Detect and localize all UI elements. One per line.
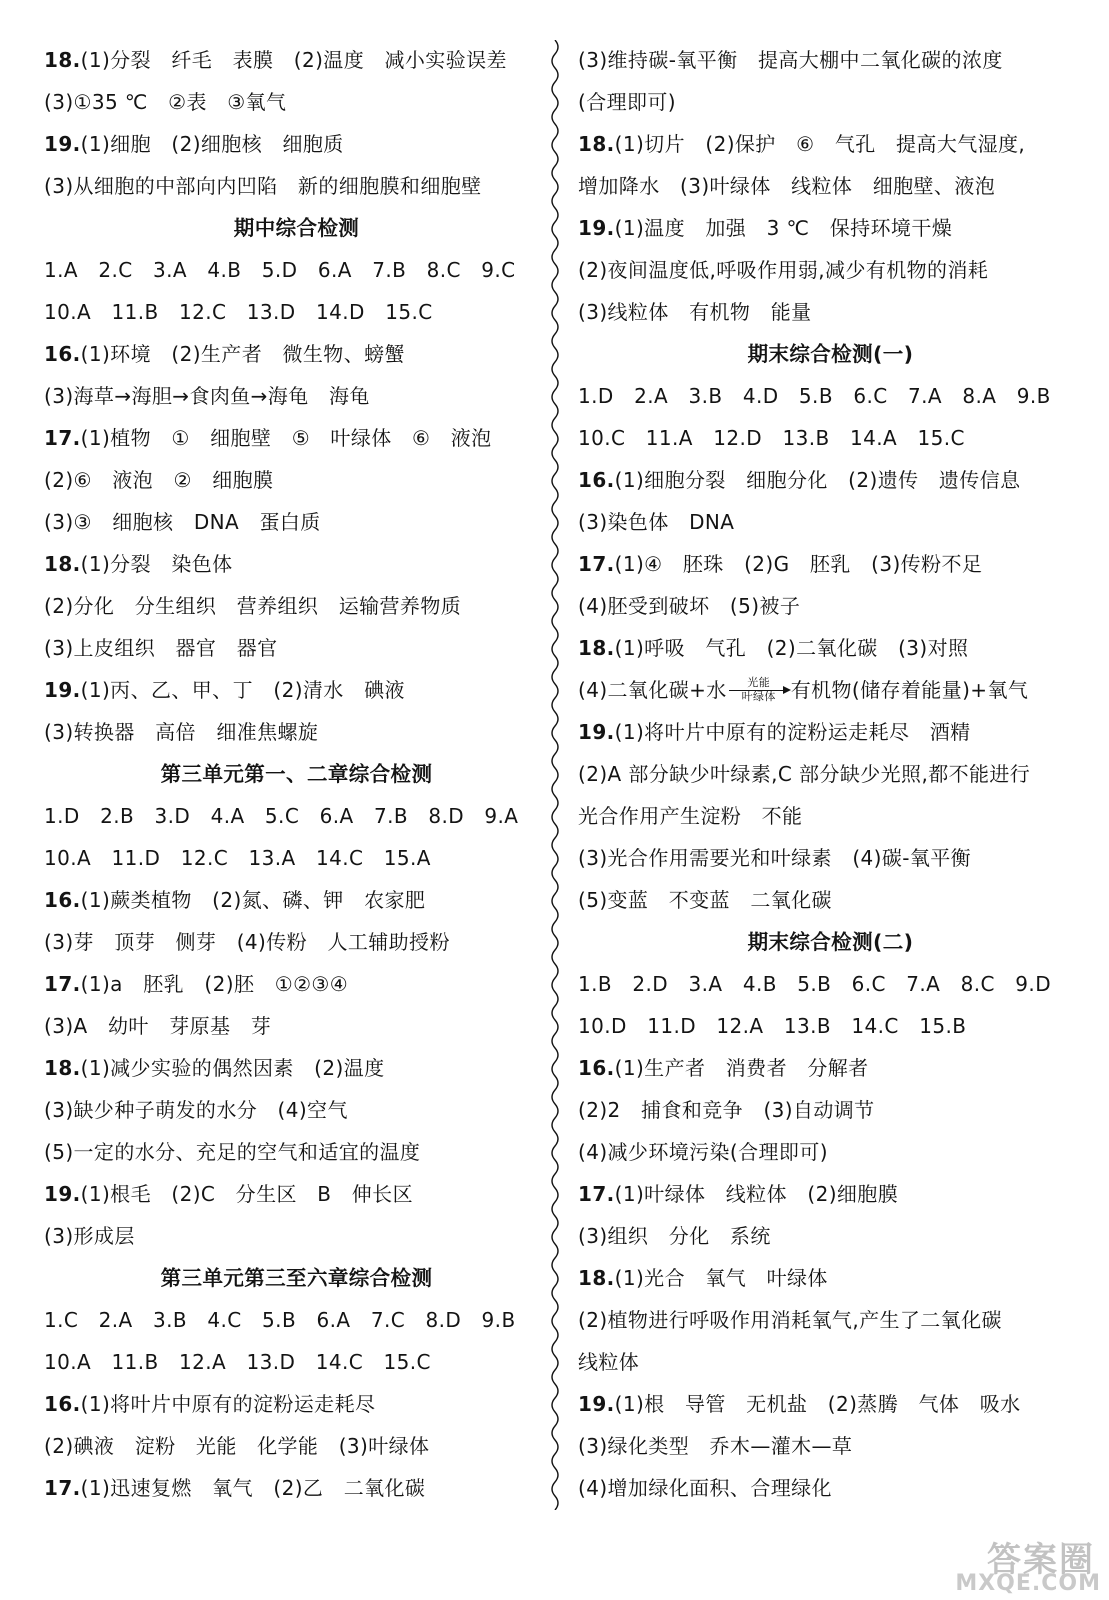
answer-line <box>44 1474 425 1502</box>
answer-line <box>578 1054 869 1082</box>
answer-text: (3)光合作用需要光和叶绿素 (4)碳-氧平衡 <box>578 846 972 870</box>
answer-line <box>578 844 971 872</box>
answer-line <box>578 1138 828 1166</box>
answer-line <box>44 1348 431 1376</box>
answer-line <box>578 466 1021 494</box>
answer-line <box>578 1432 852 1460</box>
answer-text: (1)植物 ① 细胞壁 ⑤ 叶绿体 ⑥ 液泡 <box>80 426 492 450</box>
answer-text: (1)光合 氧气 叶绿体 <box>614 1266 828 1290</box>
section-heading: 期末综合检测(一) <box>747 342 914 366</box>
answer-text: (3)缺少种子萌发的水分 (4)空气 <box>44 1098 348 1122</box>
answer-text: (1)环境 (2)生产者 微生物、螃蟹 <box>80 342 405 366</box>
answer-text: (2)植物进行呼吸作用消耗氧气,产生了二氧化碳 <box>578 1308 1002 1332</box>
answer-line <box>44 1222 135 1250</box>
equation-products: 有机物(储存着能量)+氧气 <box>790 678 1029 702</box>
answer-text: (1)减少实验的偶然因素 (2)温度 <box>80 1056 385 1080</box>
answer-line <box>578 298 812 326</box>
answer-text: (1)分裂 纤毛 表膜 (2)温度 减小实验误差 <box>80 48 507 72</box>
answer-line <box>44 298 433 326</box>
question-number: 19. <box>44 1182 81 1206</box>
answer-text: (3)③ 细胞核 DNA 蛋白质 <box>44 510 321 534</box>
answer-text: (1)将叶片中原有的淀粉运走耗尽 <box>80 1392 376 1416</box>
answer-text: (4)胚受到破坏 (5)被子 <box>578 594 801 618</box>
answer-line <box>44 802 518 830</box>
answer-text: (3)形成层 <box>44 1224 135 1248</box>
answer-line <box>578 634 968 662</box>
answer-text: (1)④ 胚珠 (2)G 胚乳 (3)传粉不足 <box>614 552 983 576</box>
answer-text: (2)2 捕食和竞争 (3)自动调节 <box>578 1098 875 1122</box>
answer-text: (2)夜间温度低,呼吸作用弱,减少有机物的消耗 <box>578 258 989 282</box>
question-number: 18. <box>44 1056 81 1080</box>
answer-line <box>578 1474 832 1502</box>
answer-text: 10.C 11.A 12.D 13.B 14.A 15.C <box>578 426 965 450</box>
question-number: 16. <box>44 1392 81 1416</box>
answer-text: (合理即可) <box>578 90 677 114</box>
answer-line <box>578 46 1003 74</box>
answer-line <box>578 760 1030 788</box>
answer-line <box>578 1264 828 1292</box>
wavy-column-divider <box>545 40 565 1510</box>
question-number: 16. <box>44 342 81 366</box>
answer-line <box>578 718 971 746</box>
question-number: 16. <box>578 468 615 492</box>
answer-line <box>578 382 1051 410</box>
question-number: 16. <box>578 1056 615 1080</box>
answer-text: (3)线粒体 有机物 能量 <box>578 300 812 324</box>
question-number: 18. <box>44 48 81 72</box>
answer-text: (3)①35 ℃ ②表 ③氧气 <box>44 90 287 114</box>
answer-text: (3)海草→海胆→食肉鱼→海龟 海龟 <box>44 384 370 408</box>
watermark-top-text: 答案圈 <box>987 1540 1095 1580</box>
answer-text: (3)染色体 DNA <box>578 510 735 534</box>
answer-text: (3)绿化类型 乔木—灌木—草 <box>578 1434 853 1458</box>
answer-line <box>578 1306 1002 1334</box>
answer-text: (2)分化 分生组织 营养组织 运输营养物质 <box>44 594 462 618</box>
question-number: 16. <box>44 888 81 912</box>
answer-line <box>44 1390 375 1418</box>
answer-text: 10.A 11.D 12.C 13.A 14.C 15.A <box>44 846 431 870</box>
answer-text: 10.D 11.D 12.A 13.B 14.C 15.B <box>578 1014 967 1038</box>
answer-text: (1)根毛 (2)C 分生区 B 伸长区 <box>80 1182 413 1206</box>
answer-line <box>44 550 233 578</box>
section-heading: 第三单元第一、二章综合检测 <box>160 762 433 786</box>
question-number: 17. <box>44 426 81 450</box>
answer-line <box>578 214 952 242</box>
answer-text: (1)生产者 消费者 分解者 <box>614 1056 869 1080</box>
answer-line <box>44 634 278 662</box>
answer-text: (1)根 导管 无机盐 (2)蒸腾 气体 吸水 <box>614 1392 1021 1416</box>
watermark-logo <box>911 1532 1101 1596</box>
answer-text: 1.A 2.C 3.A 4.B 5.D 6.A 7.B 8.C 9.C <box>44 258 516 282</box>
answer-line <box>44 928 450 956</box>
answer-line <box>578 130 1025 158</box>
answer-line <box>578 1390 1021 1418</box>
answer-text: 1.C 2.A 3.B 4.C 5.B 6.A 7.C 8.D 9.B <box>44 1308 516 1332</box>
answer-line <box>578 256 988 284</box>
answer-line <box>44 1306 516 1334</box>
question-number: 19. <box>44 678 81 702</box>
answer-line <box>578 1096 875 1124</box>
answer-text: 线粒体 <box>578 1350 640 1374</box>
answer-text: (3)转换器 高倍 细准焦螺旋 <box>44 720 319 744</box>
answer-line <box>578 970 1051 998</box>
watermark-bottom-text: MXQE.COM <box>955 1571 1101 1596</box>
answer-text: (1)温度 加强 3 ℃ 保持环境干燥 <box>614 216 953 240</box>
answer-line <box>44 886 425 914</box>
answer-line <box>44 1180 413 1208</box>
question-number: 18. <box>578 1266 615 1290</box>
answer-text: (1)将叶片中原有的淀粉运走耗尽 酒精 <box>614 720 971 744</box>
answer-text: (1)蕨类植物 (2)氮、磷、钾 农家肥 <box>80 888 426 912</box>
answer-line <box>44 1096 348 1124</box>
answer-text: (3)A 幼叶 芽原基 芽 <box>44 1014 272 1038</box>
answer-text: (5)变蓝 不变蓝 二氧化碳 <box>578 888 832 912</box>
reaction-condition: 光能 <box>747 676 771 689</box>
answer-text: (3)组织 分化 系统 <box>578 1224 771 1248</box>
answer-line <box>578 592 800 620</box>
equation-reactants: (4)二氧化碳+水 <box>578 678 727 702</box>
answer-text: 10.A 11.B 12.A 13.D 14.C 15.C <box>44 1350 431 1374</box>
answer-text: (1)丙、乙、甲、丁 (2)清水 碘液 <box>80 678 405 702</box>
answer-text: 1.D 2.B 3.D 4.A 5.C 6.A 7.B 8.D 9.A <box>44 804 519 828</box>
question-number: 17. <box>578 552 615 576</box>
question-number: 19. <box>578 1392 615 1416</box>
question-number: 19. <box>44 132 81 156</box>
question-number: 17. <box>44 972 81 996</box>
answer-line <box>44 1432 429 1460</box>
answer-text: (1)叶绿体 线粒体 (2)细胞膜 <box>614 1182 899 1206</box>
answer-text: (1)a 胚乳 (2)胚 ①②③④ <box>80 972 349 996</box>
answer-text: (1)迅速复燃 氧气 (2)乙 二氧化碳 <box>80 1476 426 1500</box>
answer-text: (3)从细胞的中部向内凹陷 新的细胞膜和细胞壁 <box>44 174 482 198</box>
section-heading: 期中综合检测 <box>233 216 360 240</box>
answer-line <box>44 844 431 872</box>
answer-line <box>578 1348 639 1376</box>
answer-line <box>578 1180 898 1208</box>
answer-text: 10.A 11.B 12.C 13.D 14.D 15.C <box>44 300 433 324</box>
answer-line <box>578 508 734 536</box>
answer-text: (1)呼吸 气孔 (2)二氧化碳 (3)对照 <box>614 636 969 660</box>
answer-line <box>44 1012 271 1040</box>
answer-line <box>44 676 405 704</box>
answer-line <box>44 46 507 74</box>
answer-text: (4)减少环境污染(合理即可) <box>578 1140 828 1164</box>
answer-line <box>44 970 348 998</box>
answer-text: (2)⑥ 液泡 ② 细胞膜 <box>44 468 274 492</box>
answer-line <box>44 718 318 746</box>
answer-text: (2)碘液 淀粉 光能 化学能 (3)叶绿体 <box>44 1434 430 1458</box>
answer-line <box>578 550 982 578</box>
answer-line <box>578 1012 966 1040</box>
answer-line <box>44 256 516 284</box>
answer-text: (3)芽 顶芽 侧芽 (4)传粉 人工辅助授粉 <box>44 930 450 954</box>
answer-line <box>44 466 273 494</box>
answer-line <box>44 340 405 368</box>
answer-line <box>578 88 676 116</box>
section-heading: 第三单元第三至六章综合检测 <box>160 1266 433 1290</box>
answer-text: 光合作用产生淀粉 不能 <box>578 804 803 828</box>
section-heading: 期末综合检测(二) <box>747 930 914 954</box>
question-number: 17. <box>578 1182 615 1206</box>
answer-line <box>578 886 832 914</box>
answer-text: 增加降水 (3)叶绿体 线粒体 细胞壁、液泡 <box>578 174 996 198</box>
answer-text: 1.D 2.A 3.B 4.D 5.B 6.C 7.A 8.A 9.B <box>578 384 1051 408</box>
answer-text: (4)增加绿化面积、合理绿化 <box>578 1476 832 1500</box>
answer-line <box>44 592 461 620</box>
answer-text: (1)细胞 (2)细胞核 细胞质 <box>80 132 344 156</box>
reaction-arrow <box>727 676 791 704</box>
answer-line <box>44 424 492 452</box>
question-number: 18. <box>578 636 615 660</box>
reaction-site: 叶绿体 <box>741 690 776 703</box>
answer-line <box>578 802 802 830</box>
answer-line <box>44 88 286 116</box>
answer-text: (3)维持碳-氧平衡 提高大棚中二氧化碳的浓度 <box>578 48 1003 72</box>
question-number: 19. <box>578 720 615 744</box>
equation-line <box>578 676 1028 704</box>
question-number: 18. <box>44 552 81 576</box>
answer-text: 1.B 2.D 3.A 4.B 5.B 6.C 7.A 8.C 9.D <box>578 972 1051 996</box>
answer-line <box>44 172 482 200</box>
answer-line <box>44 130 344 158</box>
answer-line <box>578 424 965 452</box>
question-number: 19. <box>578 216 615 240</box>
answer-text: (2)A 部分缺少叶绿素,C 部分缺少光照,都不能进行 <box>578 762 1031 786</box>
answer-text: (1)分裂 染色体 <box>80 552 233 576</box>
answer-line <box>44 1054 385 1082</box>
answer-line <box>578 1222 771 1250</box>
answer-line <box>578 172 995 200</box>
question-number: 17. <box>44 1476 81 1500</box>
answer-text: (1)切片 (2)保护 ⑥ 气孔 提高大气湿度, <box>614 132 1026 156</box>
question-number: 18. <box>578 132 615 156</box>
answer-text: (3)上皮组织 器官 器官 <box>44 636 278 660</box>
answer-line <box>44 1138 420 1166</box>
answer-text: (1)细胞分裂 细胞分化 (2)遗传 遗传信息 <box>614 468 1021 492</box>
answer-text: (5)一定的水分、充足的空气和适宜的温度 <box>44 1140 421 1164</box>
answer-line <box>44 382 370 410</box>
answer-line <box>44 508 321 536</box>
